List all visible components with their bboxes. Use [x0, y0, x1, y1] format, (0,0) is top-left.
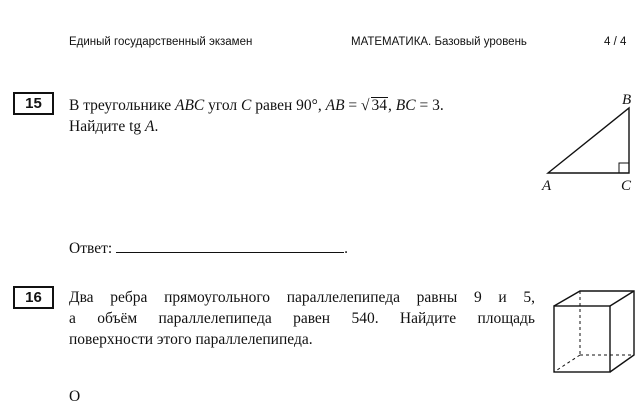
answer-line-15: Ответ: .: [69, 240, 349, 257]
right-triangle-figure: [540, 88, 640, 198]
problem-number-15: 15: [13, 92, 54, 115]
vertex-label-c: C: [621, 178, 632, 194]
vertex-label-b: B: [622, 92, 632, 108]
box-hidden-depth: [554, 355, 580, 372]
exam-title: Единый государственный экзамен: [69, 36, 253, 48]
answer-line-16: О: [69, 388, 81, 405]
box-back-edges: [554, 291, 634, 372]
right-angle-mark: [619, 163, 629, 173]
problem-16-line-2: а объём параллелепипеда равен 540. Найдите площадь: [69, 310, 535, 327]
parallelepiped-figure: [540, 285, 640, 385]
box-front-face: [554, 306, 610, 372]
subject-level: МАТЕМАТИКА. Базовый уровень: [351, 36, 527, 48]
problem-16-line-1: Два ребра прямоугольного параллелепипеда равны 9 и 5,: [69, 289, 535, 306]
problem-number-16: 16: [13, 286, 54, 309]
problem-16-text: [69, 287, 535, 350]
problem-15-line-2: Найдите tg A.: [69, 118, 159, 135]
problem-16-line-3: поверхности этого параллелепипеда.: [69, 331, 313, 348]
box-top-right-edge: [610, 291, 634, 306]
problem-15-line-1: В треугольнике ABC угол C равен 90°, AB = √ 34, BC = 3.: [69, 97, 444, 114]
answer-field-15[interactable]: [116, 238, 344, 253]
problem-15-text: [69, 95, 444, 137]
triangle-shape: [548, 108, 629, 173]
vertex-label-a: A: [542, 178, 552, 194]
page-number: 4 / 4: [604, 36, 627, 48]
